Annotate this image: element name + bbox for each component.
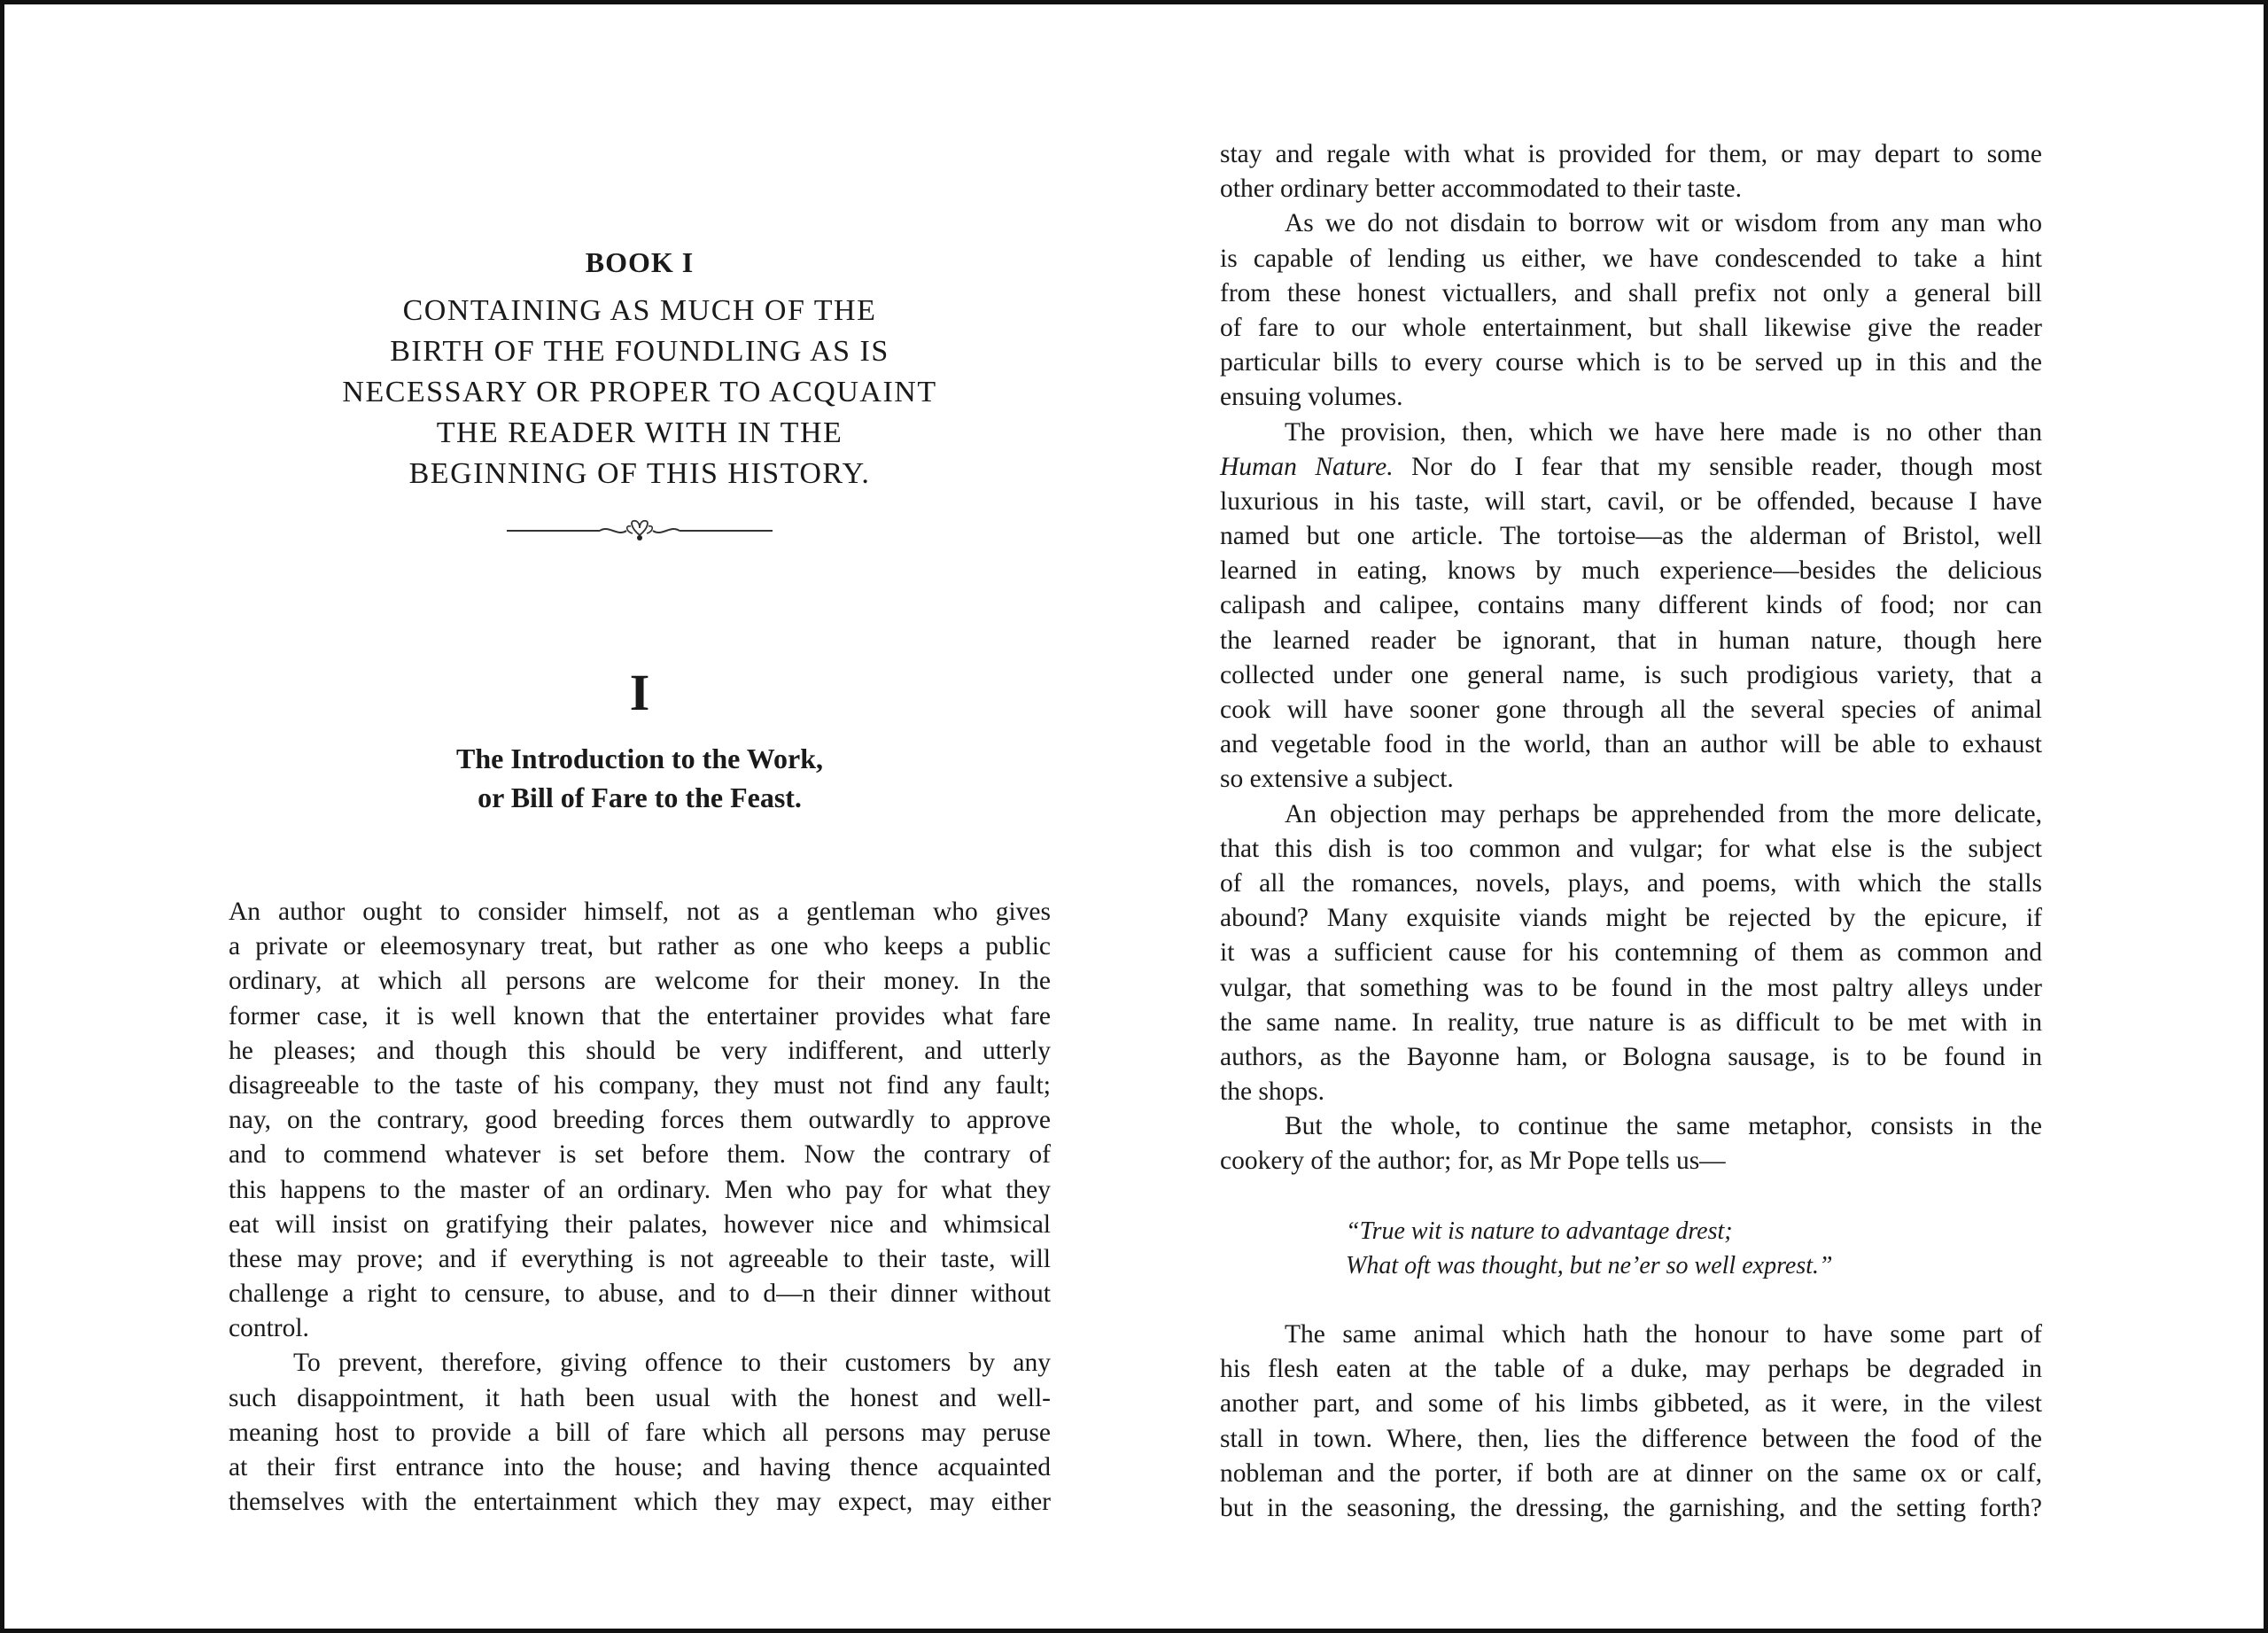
text-line (1220, 1144, 2042, 1178)
text-line (229, 1034, 1051, 1069)
book-title (229, 291, 1051, 494)
text-line (1220, 554, 2042, 588)
line-text: calipash and calipee, contains many different kinds of food; nor can (1220, 591, 2042, 620)
text-line (229, 1277, 1051, 1311)
line-text: meaning host to provide a bill of fare which all persons may peruse (229, 1418, 1051, 1447)
book-title-line: CONTAINING AS MUCH OF THE (402, 294, 877, 327)
text-line (1220, 832, 2042, 867)
line-text: former case, it is well known that the entertainer provides what fare (229, 1001, 1051, 1030)
line-text: An author ought to consider himself, not as a gentleman who gives (229, 898, 1051, 926)
text-line (1220, 1075, 2042, 1109)
line-text: learned in eating, knows by much experience—besides the delicious (1220, 556, 2042, 586)
text-line (1220, 172, 2042, 206)
line-text: and vegetable food in the world, than an author will be able to exhaust (1220, 730, 2042, 759)
book-title-line: BEGINNING OF THIS HISTORY. (408, 457, 871, 490)
line-text: that this dish is too common and vulgar; for what else is the subject (1220, 834, 2042, 863)
text-line (229, 1450, 1051, 1485)
text-line (1220, 1457, 2042, 1491)
line-text: An objection may perhaps be apprehended from the more delicate, (1285, 799, 2042, 828)
book-title-line: THE READER WITH IN THE (436, 416, 843, 449)
line-text: such disappointment, it hath been usual with the honest and well- (229, 1383, 1051, 1412)
text-line (1220, 1109, 2042, 1144)
paragraph-gap (1220, 1179, 2042, 1214)
line-text: As we do not disdain to borrow wit or wisdom from any man who (1285, 209, 2042, 238)
text-line (229, 1138, 1051, 1172)
text-line (1220, 137, 2042, 172)
quote-line (1220, 1248, 2042, 1283)
text-line (229, 929, 1051, 964)
text-line (1220, 971, 2042, 1006)
line-text: nobleman and the porter, if both are at dinner on the same ox or calf, (1220, 1458, 2042, 1488)
text-line (1220, 588, 2042, 623)
text-line (229, 895, 1051, 929)
text-line (1220, 727, 2042, 762)
text-line (1220, 867, 2042, 901)
line-text: challenge a right to censure, to abuse, and to d—n their dinner without (229, 1279, 1051, 1309)
text-line (1220, 206, 2042, 241)
text-line (1220, 797, 2042, 832)
line-text: so extensive a subject. (1220, 765, 1454, 794)
text-line (1220, 242, 2042, 276)
line-text: this happens to the master of an ordinary. Men who pay for what they (229, 1175, 1051, 1204)
paragraph-gap (1220, 1283, 2042, 1318)
line-text: of fare to our whole entertainment, but shall likewise give the reader (1220, 313, 2042, 342)
text-line (229, 1173, 1051, 1208)
book-title-line: BIRTH OF THE FOUNDLING AS IS (390, 335, 889, 368)
line-text: disagreeable to the taste of his company, they must not find any fault; (229, 1070, 1051, 1100)
text-line (1220, 658, 2042, 693)
line-text: particular bills to every course which is to be served up in this and the (1220, 348, 2042, 377)
line-text: of all the romances, novels, plays, and poems, with which the stalls (1220, 868, 2042, 898)
text-line (1220, 485, 2042, 519)
text-line (229, 964, 1051, 999)
text-line (1220, 762, 2042, 797)
line-text: stall in town. Where, then, lies the difference between the food of the (1220, 1424, 2042, 1453)
line-text: at their first entrance into the house; and having thence acquainted (229, 1453, 1051, 1481)
text-line (229, 1381, 1051, 1416)
line-text: another part, and some of his limbs gibbeted, as it were, in the vilest (1220, 1389, 2042, 1419)
italic-text: Human Nature. (1220, 452, 1394, 481)
line-text: the same name. In reality, true nature is as difficult to be met with in (1220, 1007, 2042, 1037)
chapter-number: I (629, 664, 650, 721)
line-text: it was a sufficient cause for his contemning of them as common and (1220, 938, 2042, 968)
line-text: themselves with the entertainment which they may expect, may either (229, 1488, 1051, 1517)
text-line (1220, 380, 2042, 415)
chapter-title-line: The Introduction to the Work, (456, 743, 823, 774)
text-line (1220, 1491, 2042, 1526)
text-line (229, 999, 1051, 1034)
line-text: from these honest victuallers, and shall prefix not only a general bill (1220, 278, 2042, 307)
text-line (1220, 1040, 2042, 1075)
line-text: vulgar, that something was to be found in the most paltry alleys under (1220, 973, 2042, 1002)
text-line (1220, 450, 2042, 485)
line-text: But the whole, to continue the same metaphor, consists in the (1285, 1112, 2042, 1141)
right-page-body (1220, 137, 2042, 1526)
line-text: What oft was thought, but ne’er so well exprest.” (1346, 1251, 1833, 1279)
line-text: the learned reader be ignorant, that in human nature, though here (1220, 626, 2042, 655)
text-line (229, 1242, 1051, 1277)
text-line (1220, 1352, 2042, 1387)
chapter-title-line: or Bill of Fare to the Feast. (478, 782, 802, 813)
line-text: named but one article. The tortoise—as the alderman of Bristol, well (1220, 522, 2042, 551)
chapter-title (229, 739, 1051, 817)
text-line (1220, 519, 2042, 554)
line-text: he pleases; and though this should be very indifferent, and utterly (229, 1036, 1051, 1065)
line-text: nay, on the contrary, good breeding forces them outwardly to approve (229, 1106, 1051, 1135)
quote-line (1220, 1214, 2042, 1248)
line-text: The same animal which hath the honour to have some part of (1285, 1320, 2042, 1349)
line-text: abound? Many exquisite viands might be rejected by the epicure, if (1220, 904, 2042, 933)
text-line (1220, 901, 2042, 936)
text-line (229, 1485, 1051, 1520)
text-line (1220, 1318, 2042, 1352)
text-line (1220, 346, 2042, 380)
line-text: collected under one general name, is such prodigious variety, that a (1220, 660, 2042, 689)
book-label: BOOK I (585, 246, 695, 278)
line-text: the shops. (1220, 1077, 1324, 1107)
text-line (1220, 936, 2042, 970)
text-line (1220, 693, 2042, 727)
text-line (229, 1208, 1051, 1242)
line-text: control. (229, 1314, 309, 1343)
line-text: cook will have sooner gone through all the several species of animal (1220, 696, 2042, 724)
fleuron-divider-icon (229, 516, 1051, 546)
text-line (229, 1311, 1051, 1346)
line-text: eat will insist on gratifying their palates, however nice and whimsical (229, 1209, 1051, 1239)
line-text: The provision, then, which we have here made is no other than (1285, 417, 2042, 447)
line-text: stay and regale with what is provided for them, or may depart to some (1220, 140, 2042, 168)
line-text: ordinary, at which all persons are welcome for their money. In the (229, 967, 1051, 996)
book-title-line: NECESSARY OR PROPER TO ACQUAINT (342, 376, 937, 408)
text-line (1220, 276, 2042, 311)
line-text: authors, as the Bayonne ham, or Bologna sausage, is to be found in (1220, 1042, 2042, 1071)
text-line (229, 1069, 1051, 1103)
text-line (1220, 1006, 2042, 1040)
line-text: ensuing volumes. (1220, 383, 1403, 412)
line-text: luxurious in his taste, will start, cavil, or be offended, because I have (1220, 486, 2042, 516)
line-text: To prevent, therefore, giving offence to their customers by any (293, 1349, 1051, 1378)
line-text: cookery of the author; for, as Mr Pope tells us— (1220, 1147, 1726, 1176)
line-text: but in the seasoning, the dressing, the garnishing, and the setting forth? (1220, 1493, 2042, 1522)
text-line (1220, 624, 2042, 658)
line-text: and to commend whatever is set before them. Now the contrary of (229, 1140, 1051, 1170)
line-text: “True wit is nature to advantage drest; (1346, 1217, 1733, 1245)
text-line (229, 1346, 1051, 1380)
text-line (1220, 311, 2042, 346)
line-text: Nor do I fear that my sensible reader, though most (1393, 452, 2042, 481)
text-line (1220, 1422, 2042, 1457)
text-line (229, 1416, 1051, 1450)
text-line (229, 1103, 1051, 1138)
line-text: is capable of lending us either, we have condescended to take a hint (1220, 244, 2042, 273)
line-text: his flesh eaten at the table of a duke, may perhaps be degraded in (1220, 1355, 2042, 1384)
left-page-body (229, 895, 1051, 1520)
line-text: a private or eleemosynary treat, but rather as one who keeps a public (229, 932, 1051, 961)
line-text: these may prove; and if everything is not agreeable to their taste, will (229, 1244, 1051, 1273)
line-text: other ordinary better accommodated to their taste. (1220, 175, 1742, 204)
text-line (1220, 1387, 2042, 1421)
text-line (1220, 416, 2042, 450)
